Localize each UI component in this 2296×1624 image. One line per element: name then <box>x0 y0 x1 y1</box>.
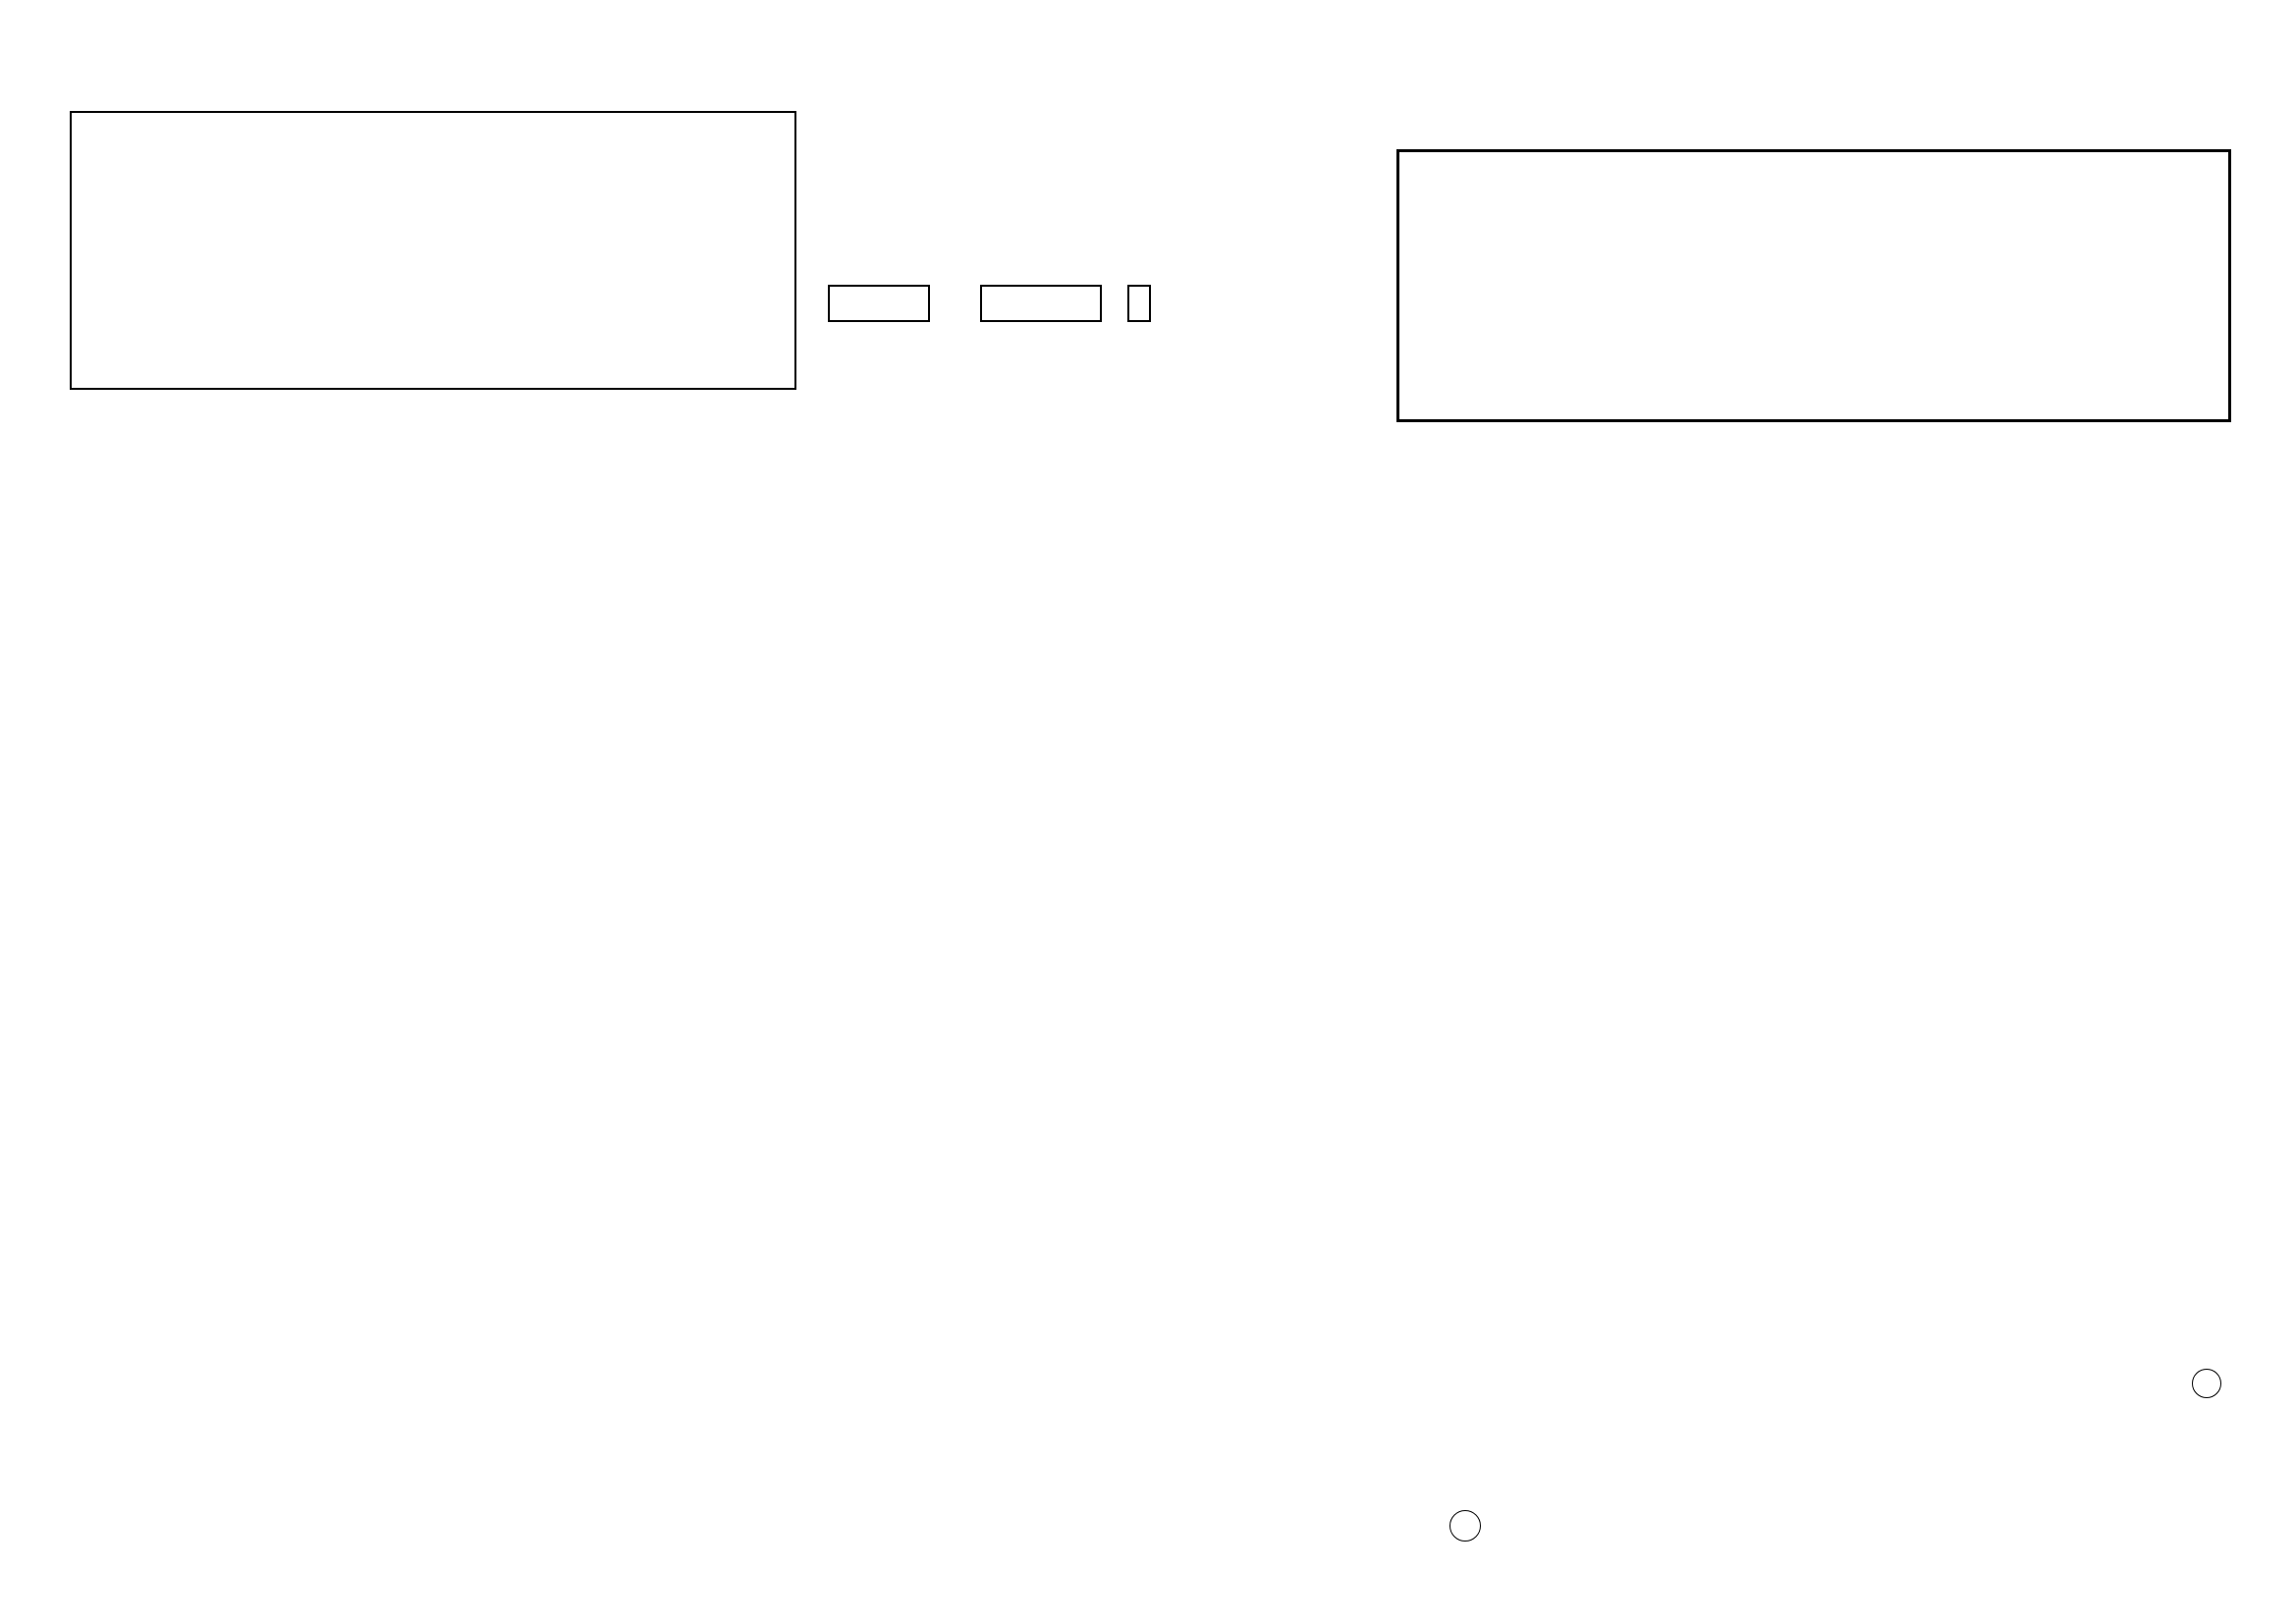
preparer-seal <box>2192 1369 2221 1398</box>
overview-box <box>1396 149 2231 422</box>
employment-office-number-box <box>828 285 930 322</box>
employment-office-number-box-3 <box>1127 285 1151 322</box>
report-seal <box>1449 1510 1481 1542</box>
employment-office-number-box-2 <box>980 285 1102 322</box>
address-box <box>70 111 796 390</box>
